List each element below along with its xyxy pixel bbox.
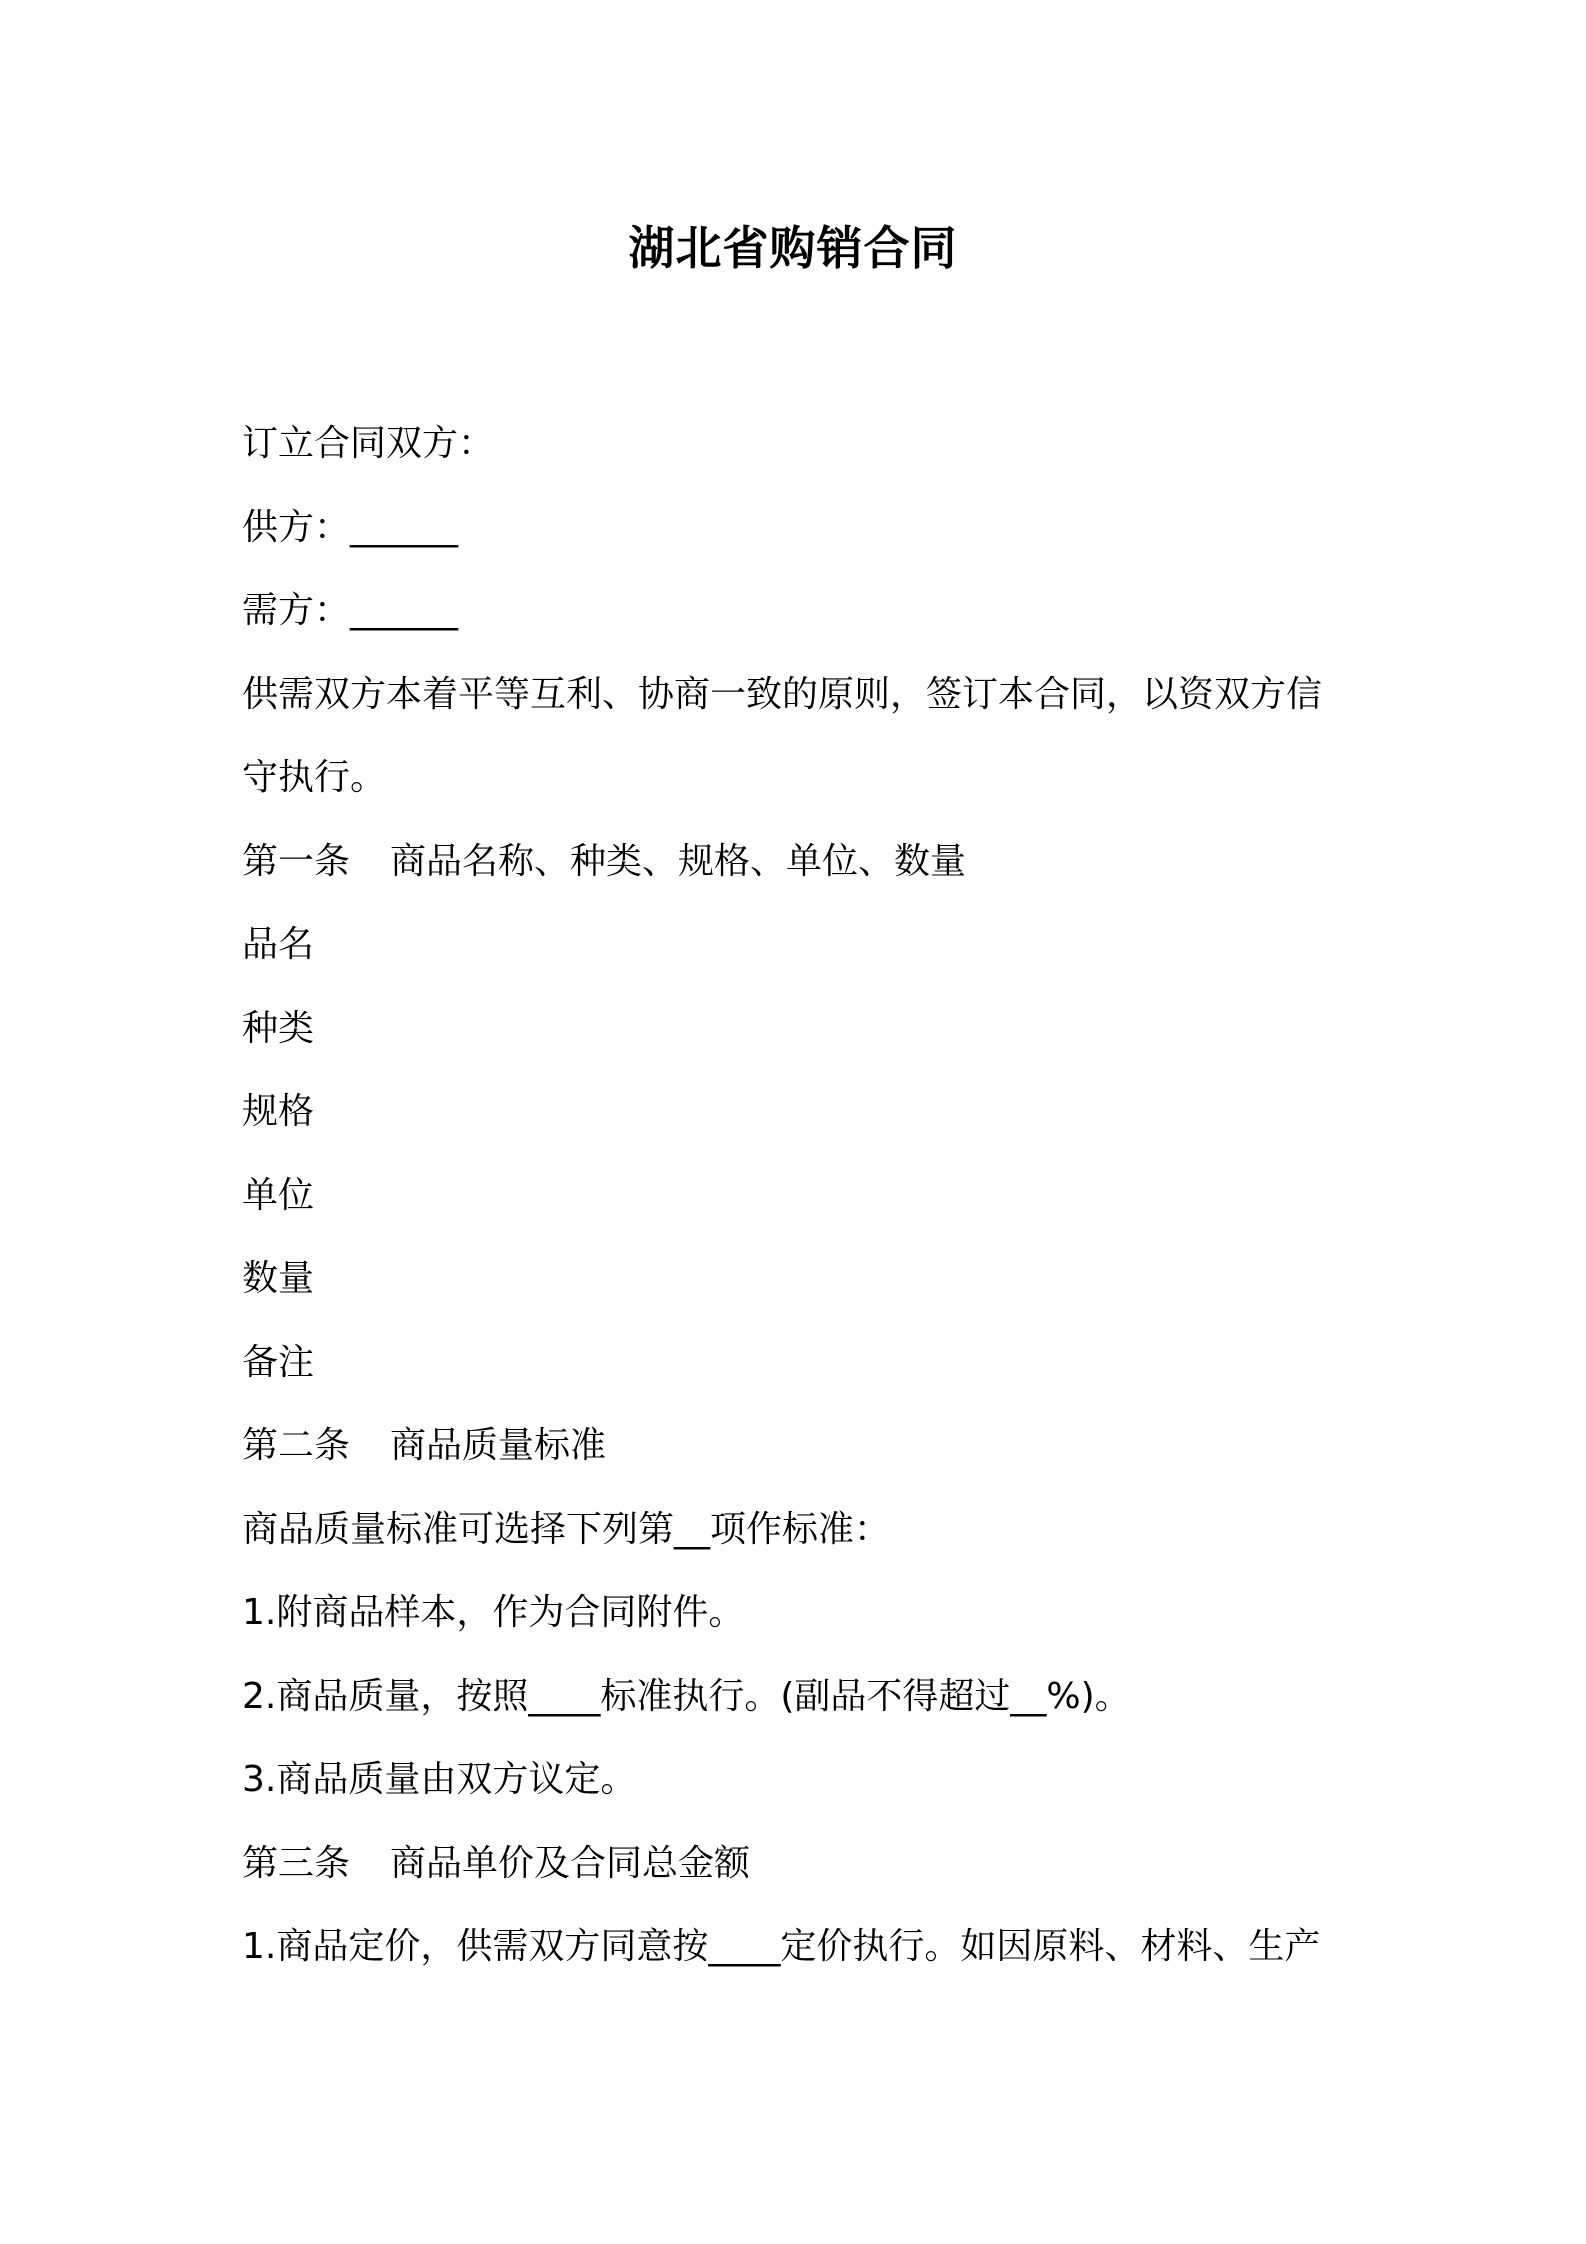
field-unit: 单位: [242, 1174, 315, 1216]
quality-standard-intro: 商品质量标准可选择下列第__项作标准：: [242, 1508, 891, 1550]
article-number: 第三条: [242, 1842, 351, 1884]
buyer-line: 需方：______: [242, 590, 459, 631]
preamble-line-1: 供需双方本着平等互利、协商一致的原则，签订本合同，以资双方信: [242, 673, 1323, 715]
quality-option-1: 1.附商品样本，作为合同附件。: [242, 1592, 745, 1633]
document-title: 湖北省购销合同: [628, 221, 958, 275]
field-quantity: 数量: [242, 1258, 315, 1299]
preamble-line-2: 守执行。: [242, 757, 387, 798]
article-number: 第一条: [242, 840, 351, 882]
article-number: 第二条: [242, 1425, 351, 1466]
article-2-heading: [242, 1404, 1362, 1488]
supplier-line: 供方：______: [242, 506, 459, 548]
article-title: 商品质量标准: [390, 1425, 607, 1466]
document-body: [242, 402, 1362, 1989]
field-product-name: 品名: [242, 924, 315, 965]
article-3-heading: [242, 1822, 1362, 1906]
quality-option-3: 3.商品质量由双方议定。: [242, 1759, 637, 1800]
article-title: 商品名称、种类、规格、单位、数量: [390, 840, 967, 882]
field-category: 种类: [242, 1007, 315, 1049]
pricing-clause-1: 1.商品定价，供需双方同意按____定价执行。如因原料、材料、生产: [242, 1926, 1321, 1967]
field-remarks: 备注: [242, 1341, 315, 1383]
quality-option-2: 2.商品质量，按照____标准执行。(副品不得超过__%)。: [242, 1675, 1131, 1717]
field-specification: 规格: [242, 1091, 315, 1132]
parties-heading: 订立合同双方：: [242, 423, 495, 464]
article-title: 商品单价及合同总金额: [390, 1842, 751, 1884]
article-1-heading: [242, 820, 1362, 904]
